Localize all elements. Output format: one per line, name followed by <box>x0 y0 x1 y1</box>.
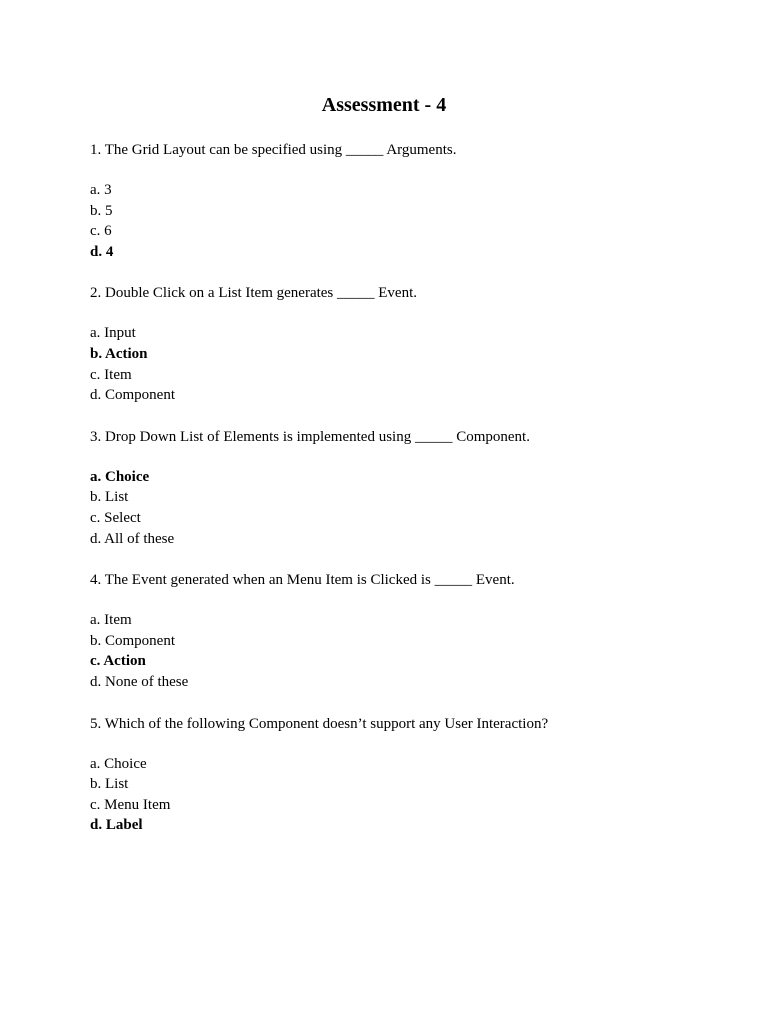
page-title: Assessment - 4 <box>321 94 447 116</box>
option-list <box>90 754 710 836</box>
question-3 <box>90 427 710 549</box>
option-c: c. Item <box>90 366 132 383</box>
option-a-correct: a. Choice <box>90 468 150 485</box>
question-text: 3. Drop Down List of Elements is implemented using _____ Component. <box>90 428 530 445</box>
question-1 <box>90 140 710 262</box>
option-b: b. 5 <box>90 202 113 219</box>
question-2 <box>90 283 710 405</box>
option-a: a. 3 <box>90 182 112 198</box>
option-list <box>90 180 710 262</box>
option-b: b. Component <box>90 632 175 649</box>
question-4 <box>90 570 710 692</box>
option-c-correct: c. Action <box>90 653 146 670</box>
option-a: a. Input <box>90 325 136 342</box>
option-d-correct: d. 4 <box>90 243 114 260</box>
question-text: 2. Double Click on a List Item generates _____ Event. <box>90 285 418 302</box>
question-list <box>90 140 710 857</box>
option-list <box>90 610 710 692</box>
question-text: 1. The Grid Layout can be specified using _____ Arguments. <box>90 142 457 158</box>
option-list <box>90 323 710 405</box>
option-b: b. List <box>90 776 129 793</box>
option-list <box>90 467 710 549</box>
option-c: c. Select <box>90 509 141 526</box>
option-d: d. None of these <box>90 673 189 690</box>
option-c: c. 6 <box>90 223 112 240</box>
option-b: b. List <box>90 489 129 506</box>
option-a: a. Item <box>90 612 132 629</box>
question-text: 5. Which of the following Component doesn’t support any User Interaction? <box>90 715 549 732</box>
option-c: c. Menu Item <box>90 796 171 813</box>
option-d-correct: d. Label <box>90 817 143 834</box>
option-d: d. Component <box>90 387 175 404</box>
option-a: a. Choice <box>90 755 147 772</box>
question-5 <box>90 714 710 836</box>
option-d: d. All of these <box>90 530 175 547</box>
option-b-correct: b. Action <box>90 345 148 362</box>
question-text: 4. The Event generated when an Menu Item is Clicked is _____ Event. <box>90 572 515 589</box>
